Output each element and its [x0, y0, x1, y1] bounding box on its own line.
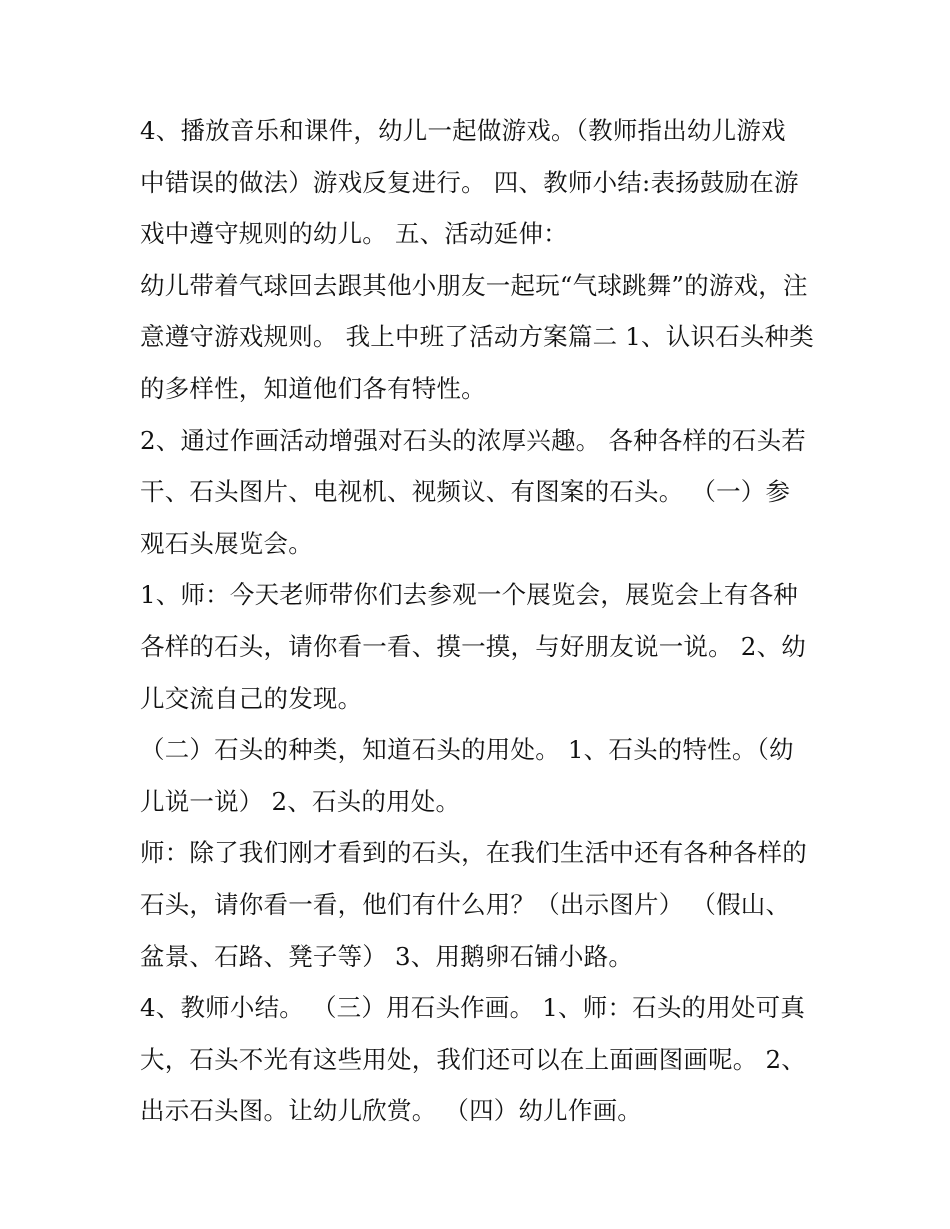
text-line: 大，石头不光有这些用处，我们还可以在上面画图画呢。 2、 [140, 1044, 806, 1074]
text-line: 1、师：今天老师带你们去参观一个展览会，展览会上有各种 [140, 580, 798, 610]
text-line: 4、教师小结。 （三）用石头作画。 1、师：石头的用处可真 [140, 993, 806, 1023]
text-line: 各样的石头，请你看一看、摸一摸，与好朋友说一说。 2、幼 [140, 631, 806, 661]
text-line: 石头，请你看一看，他们有什么用？（出示图片） （假山、 [140, 889, 791, 919]
text-line: 盆景、石路、凳子等） 3、用鹅卵石铺小路。 [140, 941, 634, 971]
text-line: 幼儿带着气球回去跟其他小朋友一起玩“气球跳舞”的游戏，注 [140, 270, 808, 300]
text-line: 的多样性，知道他们各有特性。 [140, 373, 486, 403]
text-line: 中错误的做法）游戏反复进行。 四、教师小结:表扬鼓励在游 [140, 167, 799, 197]
text-line: 儿交流自己的发现。 [140, 683, 363, 713]
text-line: 4、播放音乐和课件，幼儿一起做游戏。（教师指出幼儿游戏 [140, 116, 786, 145]
text-line: 意遵守游戏规则。 我上中班了活动方案篇二 1、认识石头种类 [140, 322, 814, 352]
text-line: 儿说一说） 2、石头的用处。 [140, 786, 461, 816]
text-line: 干、石头图片、电视机、视频议、有图案的石头。 （一）参 [140, 477, 791, 507]
text-line: 2、通过作画活动增强对石头的浓厚兴趣。 各种各样的石头若 [140, 425, 806, 455]
text-line: 出示石头图。让幼儿欣赏。 （四）幼儿作画。 [140, 1096, 642, 1126]
text-line: （二）石头的种类，知道石头的用处。 1、石头的特性。（幼 [140, 735, 794, 765]
text-line: 师：除了我们刚才看到的石头，在我们生活中还有各种各样的 [140, 838, 807, 868]
text-line: 观石头展览会。 [140, 528, 313, 558]
text-line: 戏中遵守规则的幼儿。 五、活动延伸： [140, 219, 568, 249]
document-body [140, 105, 820, 1137]
